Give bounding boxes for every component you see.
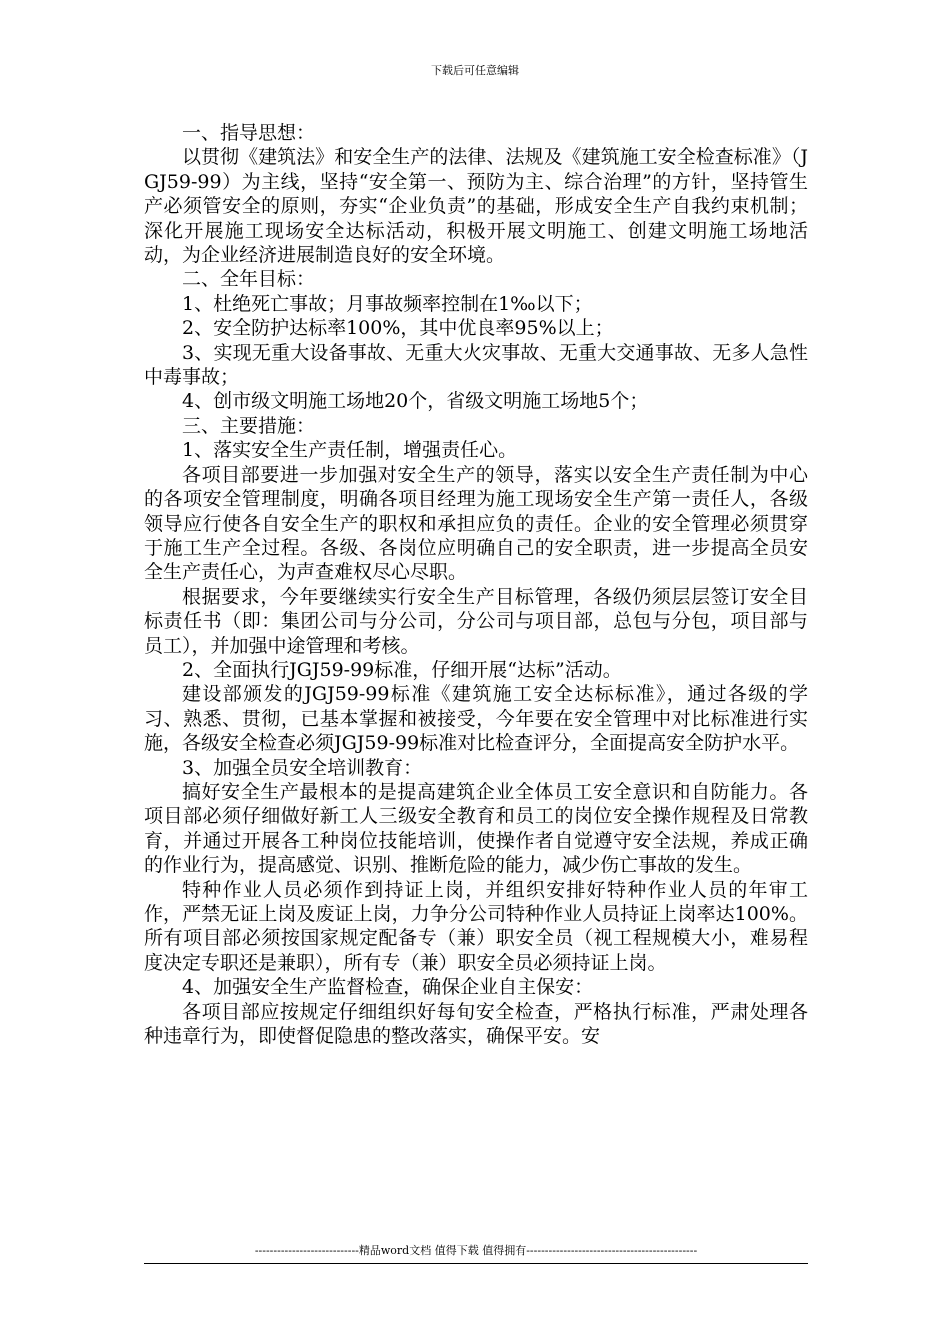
measure-heading-4: 4、加强安全生产监督检查，确保企业自主保安： [182, 976, 594, 999]
measure-heading-1: 1、落实安全生产责任制，增强责任心。 [182, 439, 518, 462]
paragraph-guiding-ideology: 以贯彻《建筑法》和安全生产的法律、法规及《建筑施工安全检查标准》（JGJ59-99）为主线，坚持“安全第一、预防为主、综合治理”的方针，坚持管生产必须管安全的原则，夯实“企业负责”的基础，形成安全生产自我约束机制；深化开展施工现场安全达标活动，积极开展文明施工、创建文明施工场地活动，为企业经济进展制造良好的安全环境。 [144, 146, 808, 267]
measure-heading-3: 3、加强全员安全培训教育： [182, 756, 423, 779]
page-footer [144, 1244, 808, 1264]
document-body [144, 121, 808, 1048]
page-header-note: 下载后可任意编辑 [431, 64, 519, 77]
measure-paragraph-2: 建设部颁发的JGJ59-99标准《建筑施工安全达标标准》，通过各级的学习、熟悉、贯彻，已基本掌握和被接受，今年要在安全管理中对比标准进行实施，各级安全检查必须JGJ59-99标准对比检查评分，全面提高安全防护水平。 [144, 683, 808, 755]
section-heading-guiding-ideology: 一、指导思想： [182, 122, 316, 144]
footer-divider [144, 1263, 808, 1264]
measure-paragraph-1b: 根据要求，今年要继续实行安全生产目标管理，各级仍须层层签订安全目标责任书（即：集团公司与分公司，分公司与项目部，总包与分包，项目部与员工），并加强中途管理和考核。 [144, 585, 808, 657]
section-heading-annual-goals: 二、全年目标： [182, 268, 316, 291]
measure-paragraph-3a: 搞好安全生产最根本的是提高建筑企业全体员工安全意识和自防能力。各项目部必须仔细做好新工人三级安全教育和员工的岗位安全操作规程及日常教育，并通过开展各工种岗位技能培训，使操作者自觉遵守安全法规，养成正确的作业行为，提高感觉、识别、推断危险的能力，减少伤亡事故的发生。 [144, 780, 808, 877]
section-heading-main-measures: 三、主要措施： [182, 414, 316, 437]
footer-text: ----------------------------精品word文档 值得下载 值得拥有---------------------------------------------- [254, 1244, 698, 1257]
goal-item-4: 4、创市级文明施工场地20个，省级文明施工场地5个； [182, 390, 649, 413]
goal-item-1: 1、杜绝死亡事故；月事故频率控制在1‰以下； [182, 292, 593, 315]
measure-heading-2: 2、全面执行JGJ59-99标准，仔细开展“达标”活动。 [182, 658, 622, 681]
measure-paragraph-3b: 特种作业人员必须作到持证上岗，并组织安排好特种作业人员的年审工作，严禁无证上岗及废证上岗，力争分公司特种作业人员持证上岗率达100%。所有项目部必须按国家规定配备专（兼）职安全员（视工程规模大小，难易程度决定专职还是兼职），所有专（兼）职安全员必须持证上岗。 [144, 878, 808, 974]
goal-item-3: 3、实现无重大设备事故、无重大火灾事故、无重大交通事故、无多人急性中毒事故； [144, 341, 808, 389]
measure-paragraph-1a: 各项目部要进一步加强对安全生产的领导，落实以安全生产责任制为中心的各项安全管理制度，明确各项目经理为施工现场安全生产第一责任人，各级领导应行使各自安全生产的职权和承担应负的责任。企业的安全管理必须贯穿于施工生产全过程。各级、各岗位应明确自己的安全职责，进一步提高全员安全生产责任心，为声查难权尽心尽职。 [144, 463, 808, 584]
measure-paragraph-4: 各项目部应按规定仔细组织好每旬安全检查，严格执行标准，严肃处理各种违章行为，即使督促隐患的整改落实，确保平安。安 [144, 1000, 808, 1048]
goal-item-2: 2、安全防护达标率100%，其中优良率95%以上； [182, 317, 614, 340]
